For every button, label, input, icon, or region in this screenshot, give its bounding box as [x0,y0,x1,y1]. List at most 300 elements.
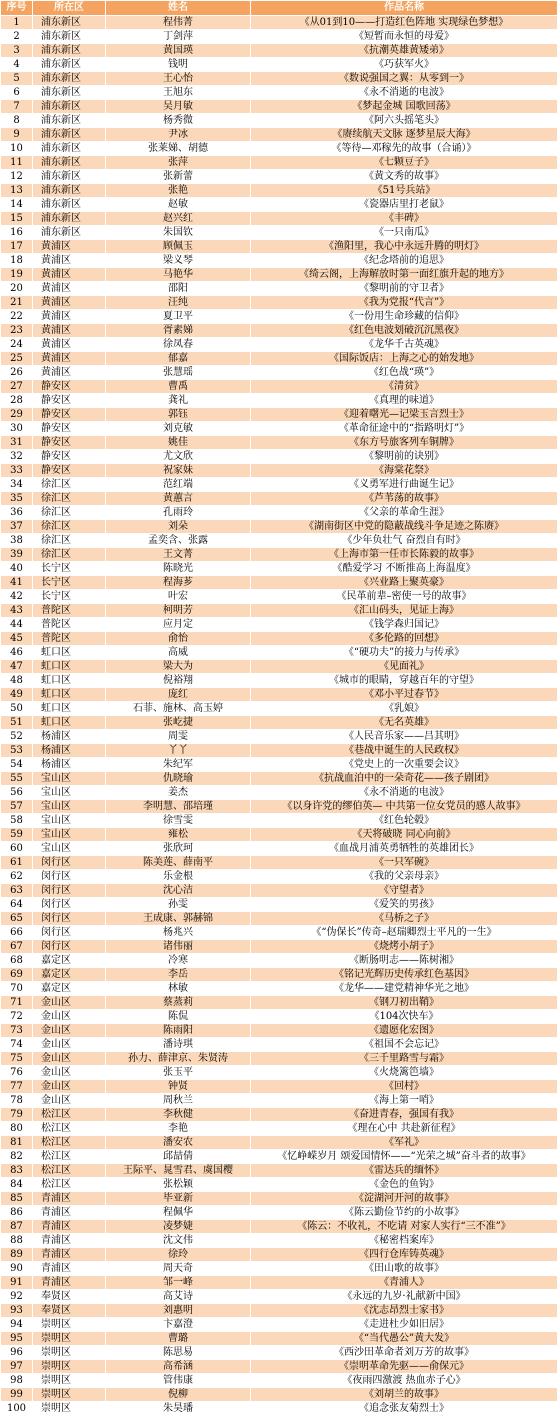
cell-district: 松江区 [33,1108,106,1122]
cell-title: 《雷达兵的缅怀》 [251,1164,557,1178]
cell-title: 《邓小平过春节》 [251,688,557,702]
table-row [1,758,557,772]
cell-index: 29 [1,408,33,422]
cell-index: 46 [1,646,33,660]
cell-title: 《青浦人》 [251,1276,557,1290]
cell-name: 徐凤春 [106,338,251,352]
cell-index: 23 [1,324,33,338]
cell-title: 《兴业路上聚英豪》 [251,576,557,590]
cell-district: 静安区 [33,422,106,436]
cell-index: 19 [1,268,33,282]
cell-index: 7 [1,100,33,114]
cell-index: 35 [1,492,33,506]
cell-index: 68 [1,954,33,968]
cell-index: 87 [1,1220,33,1234]
cell-district: 金山区 [33,1052,106,1066]
cell-index: 3 [1,44,33,58]
cell-index: 17 [1,240,33,254]
table-row [1,1318,557,1332]
cell-index: 21 [1,296,33,310]
cell-name: 乐金根 [106,870,251,884]
cell-index: 82 [1,1150,33,1164]
cell-district: 徐汇区 [33,478,106,492]
cell-name: 毕亚新 [106,1192,251,1206]
cell-name: 应月定 [106,618,251,632]
table-row [1,1402,557,1416]
cell-title: 《红色战“瑛”》 [251,366,557,380]
cell-title: 《血战月浦英勇牺牲的英雄团长》 [251,842,557,856]
cell-district: 黄浦区 [33,366,106,380]
cell-title: 《黎明前的守卫者》 [251,282,557,296]
cell-district: 黄浦区 [33,324,106,338]
table-row [1,1192,557,1206]
table-row [1,394,557,408]
cell-district: 浦东新区 [33,30,106,44]
cell-name: 张松颖 [106,1178,251,1192]
cell-title: 《数说强国之翼：从零到一》 [251,72,557,86]
cell-district: 崇明区 [33,1332,106,1346]
table-row [1,1206,557,1220]
cell-title: 《巷战中诞生的人民政权》 [251,744,557,758]
table-row [1,1052,557,1066]
cell-title: 《梦起金城 国歌回荡》 [251,100,557,114]
cell-title: 《多伦路的回想》 [251,632,557,646]
cell-title: 《军礼》 [251,1136,557,1150]
cell-index: 58 [1,814,33,828]
cell-index: 26 [1,366,33,380]
cell-title: 《绮云阁，上海解放时第一面红旗升起的地方》 [251,268,557,282]
cell-district: 浦东新区 [33,170,106,184]
table-row [1,352,557,366]
cell-district: 金山区 [33,1094,106,1108]
cell-name: 郭钰 [106,408,251,422]
cell-district: 松江区 [33,1122,106,1136]
cell-district: 徐汇区 [33,534,106,548]
cell-district: 宝山区 [33,842,106,856]
cell-district: 浦东新区 [33,184,106,198]
cell-district: 浦东新区 [33,86,106,100]
cell-district: 闵行区 [33,940,106,954]
cell-name: 沈心洁 [106,884,251,898]
cell-index: 25 [1,352,33,366]
cell-title: 《七颗豆子》 [251,156,557,170]
cell-title: 《金色的鱼钩》 [251,1178,557,1192]
cell-index: 62 [1,870,33,884]
cell-index: 56 [1,786,33,800]
cell-title: 《等待—邓稼先的故事（合诵）》 [251,142,557,156]
cell-name: 倪裕翔 [106,674,251,688]
cell-index: 70 [1,982,33,996]
table-row [1,324,557,338]
cell-district: 普陀区 [33,618,106,632]
cell-name: 祝家妹 [106,464,251,478]
cell-title: 《以身许党的缪伯英— 中共第一位女党员的感人故事》 [251,800,557,814]
table-row [1,1248,557,1262]
cell-index: 51 [1,716,33,730]
cell-district: 浦东新区 [33,142,106,156]
cell-index: 41 [1,576,33,590]
table-row [1,72,557,86]
cell-index: 28 [1,394,33,408]
cell-district: 闵行区 [33,912,106,926]
table-row [1,604,557,618]
cell-title: 《沈志昂烈士家书》 [251,1304,557,1318]
cell-name: 朱国钦 [106,226,251,240]
table-row [1,1066,557,1080]
table-row [1,1360,557,1374]
cell-district: 浦东新区 [33,212,106,226]
cell-index: 83 [1,1164,33,1178]
cell-district: 黄浦区 [33,268,106,282]
cell-district: 徐汇区 [33,520,106,534]
cell-title: 《渔阳里，我心中永远升腾的明灯》 [251,240,557,254]
cell-name: 陈侃 [106,1010,251,1024]
cell-index: 77 [1,1080,33,1094]
cell-district: 杨浦区 [33,744,106,758]
cell-district: 浦东新区 [33,58,106,72]
table-row [1,884,557,898]
cell-index: 30 [1,422,33,436]
cell-name: 潘诗琪 [106,1038,251,1052]
table-row [1,870,557,884]
cell-name: 柯明芳 [106,604,251,618]
table-row [1,1262,557,1276]
cell-district: 徐汇区 [33,548,106,562]
cell-name: 夏卫平 [106,310,251,324]
cell-title: 《崇明革命先驱——俞保元》 [251,1360,557,1374]
table-row [1,800,557,814]
cell-title: 《永不消逝的电波》 [251,786,557,800]
table-row [1,436,557,450]
table-row [1,492,557,506]
cell-index: 99 [1,1388,33,1402]
cell-title: 《黄文秀的故事》 [251,170,557,184]
cell-name: 雍松 [106,828,251,842]
cell-district: 松江区 [33,1150,106,1164]
cell-index: 63 [1,884,33,898]
cell-district: 崇明区 [33,1388,106,1402]
cell-title: 《红色电波划破沉沉黑夜》 [251,324,557,338]
cell-name: 黄国瑛 [106,44,251,58]
cell-name: 程伟菁 [106,16,251,30]
cell-title: 《革命征途中的“指路明灯”》 [251,422,557,436]
cell-name: 沈文伟 [106,1234,251,1248]
cell-index: 37 [1,520,33,534]
table-row [1,142,557,156]
cell-title: 《守望者》 [251,884,557,898]
cell-district: 青浦区 [33,1248,106,1262]
cell-name: 陈美莲、薛南平 [106,856,251,870]
cell-index: 18 [1,254,33,268]
cell-title: 《海上第一哨》 [251,1094,557,1108]
cell-name: 程佩华 [106,1206,251,1220]
cell-index: 66 [1,926,33,940]
cell-index: 40 [1,562,33,576]
table-row [1,968,557,982]
cell-district: 青浦区 [33,1234,106,1248]
cell-title: 《陈云：不收礼，不吃请 对家人实行“三不准”》 [251,1220,557,1234]
table-row [1,828,557,842]
cell-title: 《忆峥嵘岁月 颂爱国情怀——“光荣之城”奋斗者的故事》 [251,1150,557,1164]
cell-district: 静安区 [33,408,106,422]
cell-district: 宝山区 [33,772,106,786]
cell-index: 64 [1,898,33,912]
cell-district: 黄浦区 [33,254,106,268]
table-row [1,716,557,730]
cell-name: 张欣珂 [106,842,251,856]
table-row [1,618,557,632]
cell-title: 《一只军碗》 [251,856,557,870]
cell-index: 47 [1,660,33,674]
table-row [1,982,557,996]
cell-index: 89 [1,1248,33,1262]
cell-index: 90 [1,1262,33,1276]
cell-title: 《天将破晓 同心向前》 [251,828,557,842]
cell-district: 普陀区 [33,604,106,618]
cell-index: 45 [1,632,33,646]
cell-index: 53 [1,744,33,758]
cell-district: 金山区 [33,1010,106,1024]
table-row [1,282,557,296]
cell-index: 12 [1,170,33,184]
cell-district: 浦东新区 [33,128,106,142]
cell-name: 石菲、施林、高玉婷 [106,702,251,716]
cell-district: 崇明区 [33,1374,106,1388]
cell-name: 邵阳 [106,282,251,296]
cell-index: 67 [1,940,33,954]
cell-district: 徐汇区 [33,492,106,506]
cell-index: 96 [1,1346,33,1360]
cell-index: 97 [1,1360,33,1374]
table-row [1,772,557,786]
cell-title: 《我的父亲母亲》 [251,870,557,884]
cell-index: 85 [1,1192,33,1206]
cell-district: 浦东新区 [33,226,106,240]
cell-name: 李岳 [106,968,251,982]
table-row [1,310,557,324]
cell-name: 仇晓瑜 [106,772,251,786]
cell-index: 6 [1,86,33,100]
table-row [1,450,557,464]
cell-district: 金山区 [33,1038,106,1052]
cell-name: 周天奇 [106,1262,251,1276]
cell-title: 《一只南瓜》 [251,226,557,240]
cell-district: 黄浦区 [33,282,106,296]
cell-index: 59 [1,828,33,842]
cell-index: 1 [1,16,33,30]
table-row [1,842,557,856]
cell-title: 《铭记光辉历史传承红色基因》 [251,968,557,982]
cell-name: 陈晓光 [106,562,251,576]
cell-index: 100 [1,1402,33,1416]
table-row [1,926,557,940]
table-row [1,1276,557,1290]
cell-index: 69 [1,968,33,982]
table-row [1,366,557,380]
cell-district: 徐汇区 [33,506,106,520]
cell-district: 浦东新区 [33,16,106,30]
cell-name: 凌梦婕 [106,1220,251,1234]
header-index: 序号 [1,1,33,16]
cell-district: 宝山区 [33,786,106,800]
cell-name: 陈思易 [106,1346,251,1360]
cell-district: 闵行区 [33,884,106,898]
cell-index: 79 [1,1108,33,1122]
table-row [1,744,557,758]
cell-district: 静安区 [33,464,106,478]
cell-title: 《短暂而永恒的母爱》 [251,30,557,44]
table-row [1,1388,557,1402]
cell-district: 奉贤区 [33,1304,106,1318]
cell-title: 《巧获军火》 [251,58,557,72]
table-row [1,702,557,716]
cell-index: 75 [1,1052,33,1066]
cell-name: 范红端 [106,478,251,492]
cell-title: 《瓷器店里打老鼠》 [251,198,557,212]
cell-name: 郁嘉 [106,352,251,366]
cell-name: 胥素娣 [106,324,251,338]
cell-name: 朱纪军 [106,758,251,772]
table-row [1,1304,557,1318]
table-row [1,212,557,226]
cell-title: 《永不消逝的电波》 [251,86,557,100]
cell-index: 61 [1,856,33,870]
cell-title: 《抗潮英雄黄矮弟》 [251,44,557,58]
cell-district: 浦东新区 [33,72,106,86]
table-row [1,898,557,912]
cell-district: 普陀区 [33,632,106,646]
cell-index: 93 [1,1304,33,1318]
cell-district: 崇明区 [33,1346,106,1360]
table-row [1,1122,557,1136]
cell-name: 龚礼 [106,394,251,408]
cell-district: 宝山区 [33,814,106,828]
header-title: 作品名称 [251,1,557,16]
cell-district: 虹口区 [33,674,106,688]
cell-title: 《永远的九岁·礼献新中国》 [251,1290,557,1304]
cell-district: 虹口区 [33,646,106,660]
cell-name: 吴月敏 [106,100,251,114]
cell-title: 《夜雨四激渡 热血赤子心》 [251,1374,557,1388]
cell-name: 周秋兰 [106,1094,251,1108]
cell-title: 《秘密档案库》 [251,1234,557,1248]
table-row [1,688,557,702]
cell-title: 《龙华——建党精神华光之地》 [251,982,557,996]
table-row [1,1178,557,1192]
cell-district: 静安区 [33,380,106,394]
cell-district: 宝山区 [33,828,106,842]
table-row [1,590,557,604]
cell-title: 《酷爱学习 不断推高上海温度》 [251,562,557,576]
cell-name: 王旭东 [106,86,251,100]
cell-title: 《黎明前的诀别》 [251,450,557,464]
cell-name: 周雯 [106,730,251,744]
cell-name: 管伟康 [106,1374,251,1388]
table-row [1,954,557,968]
cell-index: 98 [1,1374,33,1388]
cell-index: 43 [1,604,33,618]
cell-title: 《城市的眼睛，穿越百年的守望》 [251,674,557,688]
cell-name: 蔡蒸莉 [106,996,251,1010]
cell-name: 孙雯 [106,898,251,912]
cell-district: 闵行区 [33,926,106,940]
cell-name: 庞红 [106,688,251,702]
cell-title: 《回村》 [251,1080,557,1094]
cell-name: 姚佳 [106,436,251,450]
cell-title: 《清贫》 [251,380,557,394]
cell-name: 李明慧、邵培瑾 [106,800,251,814]
cell-title: 《国际饭店：上海之心的始发地》 [251,352,557,366]
table-row [1,58,557,72]
table-row [1,1150,557,1164]
cell-index: 49 [1,688,33,702]
cell-name: 邹一峰 [106,1276,251,1290]
cell-name: 孟奕含、张露 [106,534,251,548]
cell-name: 钱明 [106,58,251,72]
cell-title: 《陈云勤俭节约的小故事》 [251,1206,557,1220]
table-row [1,506,557,520]
table-row [1,576,557,590]
cell-district: 长宁区 [33,576,106,590]
cell-title: 《一份用生命珍藏的信仰》 [251,310,557,324]
cell-index: 11 [1,156,33,170]
cell-title: 《义勇军进行曲诞生记》 [251,478,557,492]
table-row [1,562,557,576]
cell-index: 73 [1,1024,33,1038]
cell-name: 孔雨玲 [106,506,251,520]
cell-name: 王际平、晁雪君、虞国樱 [106,1164,251,1178]
cell-name: 潘安农 [106,1136,251,1150]
cell-name: 张艳 [106,184,251,198]
cell-name: 赵敏 [106,198,251,212]
table-row [1,534,557,548]
cell-title: 《少年负壮气 奋烈自有时》 [251,534,557,548]
cell-name: 倪柳 [106,1388,251,1402]
cell-district: 闵行区 [33,898,106,912]
cell-district: 金山区 [33,1024,106,1038]
table-row [1,1094,557,1108]
table-row [1,296,557,310]
table-row [1,30,557,44]
cell-name: 曹禹 [106,380,251,394]
cell-index: 8 [1,114,33,128]
cell-district: 虹口区 [33,660,106,674]
cell-district: 金山区 [33,996,106,1010]
cell-name: 李秋健 [106,1108,251,1122]
table-row [1,1234,557,1248]
cell-index: 71 [1,996,33,1010]
cell-title: 《104次快车》 [251,1010,557,1024]
cell-name: 黄蕙言 [106,492,251,506]
cell-index: 48 [1,674,33,688]
cell-district: 青浦区 [33,1262,106,1276]
table-row [1,1010,557,1024]
table-row [1,338,557,352]
cell-district: 黄浦区 [33,296,106,310]
cell-name: 高艾诗 [106,1290,251,1304]
cell-index: 39 [1,548,33,562]
cell-title: 《民革前辈–密使一号的故事》 [251,590,557,604]
cell-name: 杨兆兴 [106,926,251,940]
cell-title: 《断肠明志——陈树湘》 [251,954,557,968]
cell-district: 松江区 [33,1164,106,1178]
cell-index: 76 [1,1066,33,1080]
table-row [1,184,557,198]
cell-title: 《四行仓库铸英魂》 [251,1248,557,1262]
cell-index: 91 [1,1276,33,1290]
cell-name: 徐雪雯 [106,814,251,828]
cell-index: 94 [1,1318,33,1332]
